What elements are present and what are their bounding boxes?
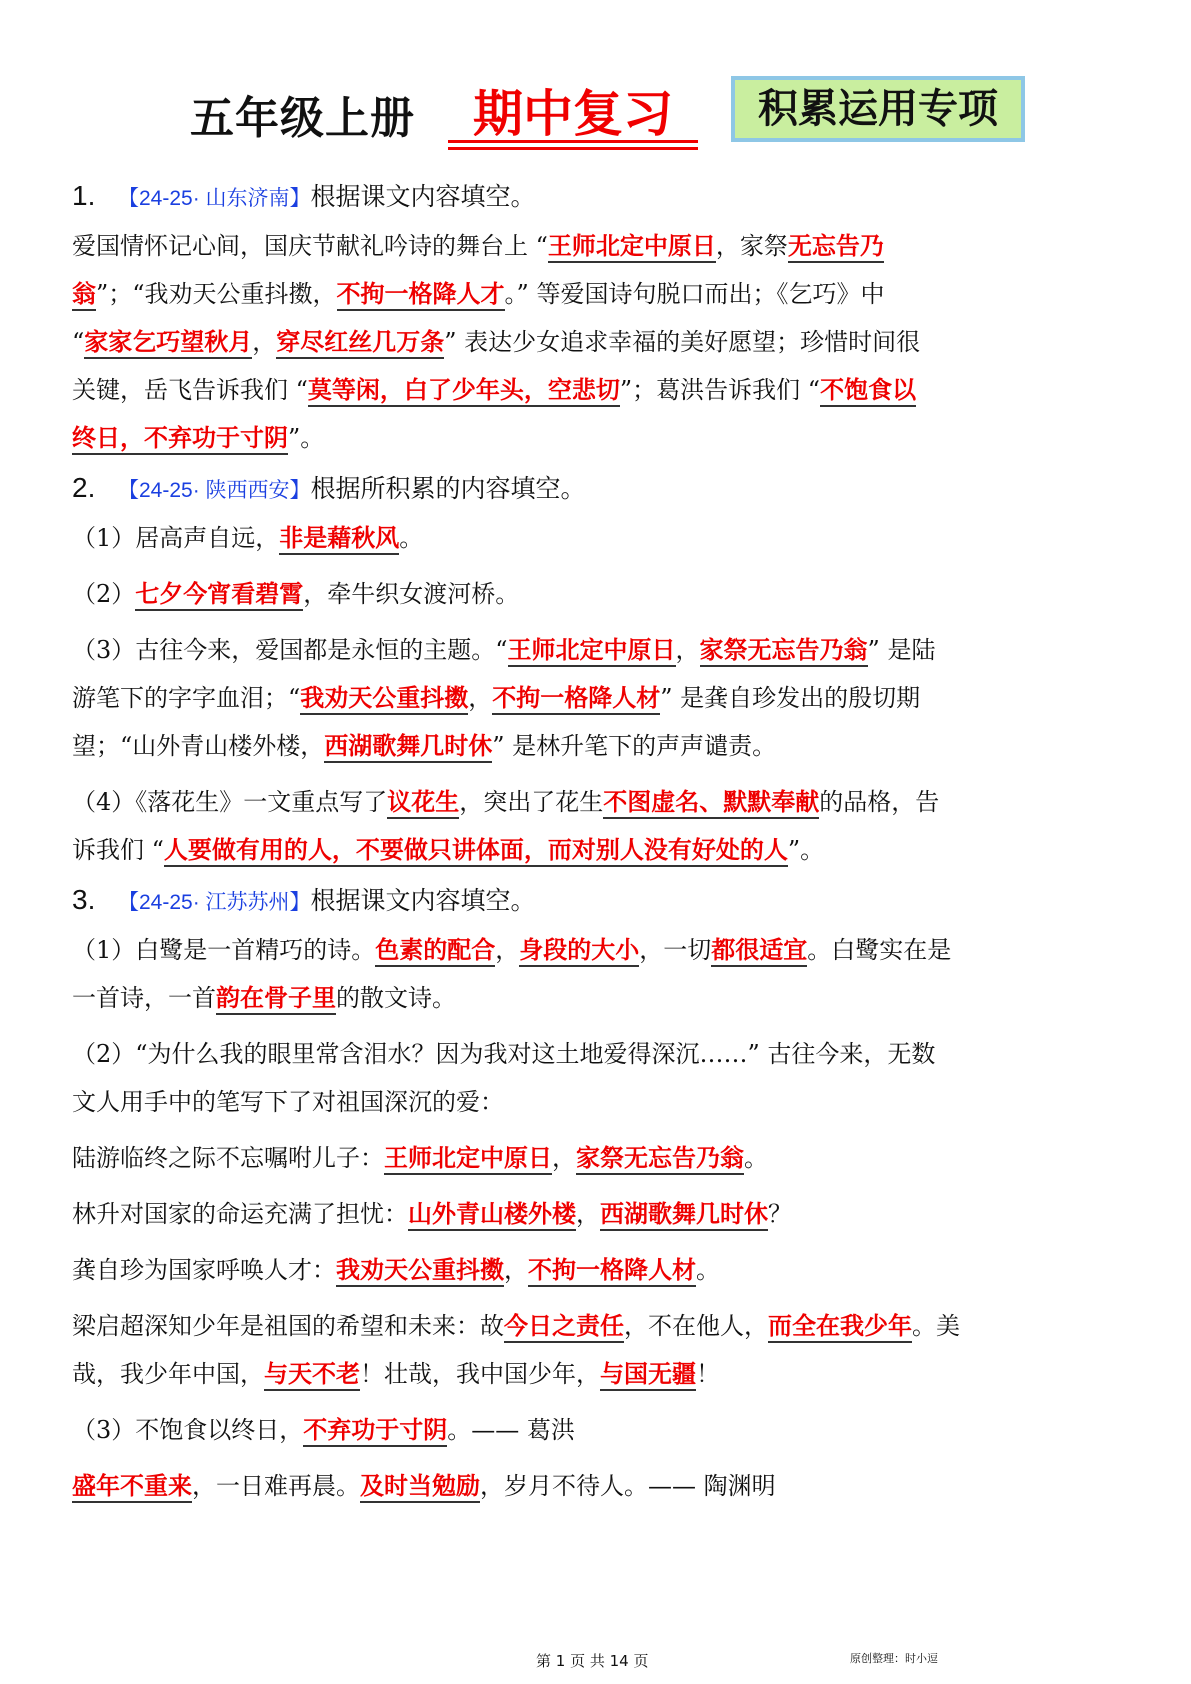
text: ，: [552, 1144, 576, 1172]
text-line: [72, 626, 1122, 674]
text-line: [72, 270, 1122, 318]
answer: 身段的大小: [519, 935, 639, 967]
text: 望；“山外青山楼外楼，: [72, 732, 325, 760]
text: ” 是陆: [867, 636, 936, 664]
text: 林升对国家的命运充满了担忧：: [72, 1200, 408, 1228]
text: ，: [576, 1200, 600, 1228]
text: ，: [252, 328, 277, 356]
question-3-heading: [72, 882, 1122, 918]
text-line: [72, 926, 1122, 974]
text-line: [72, 674, 1122, 722]
text: ，: [495, 936, 520, 964]
question-prompt: 根据课文内容填空。: [310, 887, 536, 915]
text: 。美: [912, 1312, 960, 1340]
text: 的散文诗。: [336, 984, 456, 1012]
answer: 及时当勉励: [360, 1471, 480, 1503]
answer: 今日之责任: [504, 1311, 624, 1343]
answer: 家祭无忘告乃翁: [576, 1143, 744, 1175]
text: ，牵牛织女渡河桥。: [303, 580, 520, 608]
topic-badge: 积累运用专项: [731, 76, 1025, 142]
text-line: [72, 1462, 1122, 1510]
text-line: [72, 222, 1122, 270]
question-number: 3.: [72, 884, 96, 915]
text-line: [72, 1302, 1122, 1350]
text-line: [72, 1406, 1122, 1454]
text: ，: [675, 636, 700, 664]
text: 游笔下的字字血泪；“: [72, 684, 301, 712]
text: 。” 等爱国诗句脱口而出；《乞巧》中: [504, 280, 885, 308]
answer: 与天不老: [264, 1359, 360, 1391]
answer: 议花生: [387, 787, 459, 819]
text: 爱国情怀记心间，国庆节献礼吟诗的舞台上 “: [72, 232, 548, 260]
text-line: [72, 1350, 1122, 1398]
text: ”；葛洪告诉我们 “: [619, 376, 821, 404]
sub-question-3: [72, 1406, 1122, 1510]
question-prompt: 根据课文内容填空。: [310, 183, 536, 211]
text: ” 是林升笔下的声声谴责。: [492, 732, 777, 760]
text-line: 文人用手中的笔写下了对祖国深沉的爱：: [72, 1088, 504, 1116]
answer: 家祭无忘告乃翁: [700, 635, 868, 667]
text: ”。: [288, 424, 325, 452]
text: ，不在他人，: [624, 1312, 768, 1340]
text: ”。: [787, 836, 825, 864]
text: （3）不饱食以终日，: [72, 1416, 304, 1444]
answer: 莫等闲，白了少年头，空悲切: [308, 375, 620, 407]
sub-question-2: [72, 1030, 1122, 1398]
answer: 不拘一格降人材: [492, 683, 660, 715]
question-2-body: [72, 514, 1122, 874]
page-header: [0, 68, 1191, 158]
answer: 不图虚名、默默奉献: [603, 787, 819, 819]
answer: 与国无疆: [600, 1359, 696, 1391]
answer: 无忘告乃: [788, 231, 884, 263]
text: （1）白鹭是一首精巧的诗。: [72, 936, 376, 964]
source-tag: 【24-25· 山东济南】: [118, 187, 311, 210]
text-line: [72, 366, 1122, 414]
author-credit: 原创整理：时小逗: [850, 1652, 938, 1665]
text: ”；“我劝天公重抖擞，: [96, 280, 337, 308]
text-line: [72, 414, 1122, 462]
answer: 色素的配合: [375, 935, 495, 967]
sub-question-3: [72, 626, 1122, 770]
text: ” 表达少女追求幸福的美好愿望；珍惜时间很: [444, 328, 921, 356]
text: ” 是龚自珍发出的殷切期: [660, 684, 921, 712]
text: （3）古往今来，爱国都是永恒的主题。“: [72, 636, 508, 664]
answer: 我劝天公重抖擞: [300, 683, 468, 715]
text: ，家祭: [715, 232, 788, 260]
page-number: 第 1 页 共 14 页: [536, 1652, 649, 1670]
text-line: [72, 318, 1122, 366]
text: 龚自珍为国家呼唤人才：: [72, 1256, 336, 1284]
text: 。: [744, 1144, 768, 1172]
answer: 翁: [72, 279, 96, 311]
answer: 不饱食以: [820, 375, 916, 407]
sub-question-1: [72, 514, 1122, 562]
text: 。: [696, 1256, 720, 1284]
answer: 终日，不弃功于寸阴: [72, 423, 288, 455]
text: ，: [468, 684, 493, 712]
text: （1）居高声自远，: [72, 524, 280, 552]
text-line: [72, 778, 1122, 826]
text: ？: [768, 1200, 792, 1228]
midterm-title: 期中复习: [473, 85, 673, 143]
answer: 山外青山楼外楼: [408, 1199, 576, 1231]
text: ，: [504, 1256, 528, 1284]
question-3-body: [72, 926, 1122, 1510]
answer: 而全在我少年: [768, 1311, 912, 1343]
source-tag: 【24-25· 陕西西安】: [118, 479, 311, 502]
text: 陆游临终之际不忘嘱咐儿子：: [72, 1144, 384, 1172]
text-line: [72, 722, 1122, 770]
text: 哉，我少年中国，: [72, 1360, 264, 1388]
text: 诉我们 “: [72, 836, 164, 864]
question-1-body: [72, 222, 1122, 462]
text-line: （2）“为什么我的眼里常含泪水？因为我对这土地爱得深沉……” 古往今来，无数: [72, 1040, 936, 1068]
answer: 七夕今宵看碧霄: [135, 579, 303, 611]
text: ！壮哉，我中国少年，: [360, 1360, 600, 1388]
question-prompt: 根据所积累的内容填空。: [310, 475, 586, 503]
sub-question-1: [72, 926, 1122, 1022]
text: 关键，岳飞告诉我们 “: [72, 376, 308, 404]
answer: 家家乞巧望秋月: [84, 327, 252, 359]
answer: 不拘一格降人材: [528, 1255, 696, 1287]
question-number: 2.: [72, 472, 96, 503]
answer: 王师北定中原日: [508, 635, 676, 667]
answer: 韵在骨子里: [216, 983, 336, 1015]
answer: 不弃功于寸阴: [303, 1415, 447, 1447]
text: ，岁月不待人。—— 陶渊明: [480, 1472, 776, 1500]
question-2-heading: [72, 470, 1122, 506]
midterm-double-underline: [448, 140, 698, 150]
answer: 王师北定中原日: [384, 1143, 552, 1175]
answer: 我劝天公重抖擞: [336, 1255, 504, 1287]
text: 的品格，告: [819, 788, 940, 816]
text: ，一切: [639, 936, 712, 964]
answer: 不拘一格降人才: [337, 279, 505, 311]
answer: 非是藉秋风: [279, 523, 399, 555]
sub-question-2: [72, 570, 1122, 618]
answer: 西湖歌舞几时休: [600, 1199, 768, 1231]
text-line: [72, 1134, 1122, 1182]
answer: 王师北定中原日: [548, 231, 716, 263]
text-line: [72, 1190, 1122, 1238]
text: ，突出了花生: [459, 788, 604, 816]
text: （4）《落花生》一文重点写了: [72, 788, 388, 816]
answer: 西湖歌舞几时休: [324, 731, 492, 763]
text-line: [72, 826, 1122, 874]
text: ，一日难再晨。: [192, 1472, 360, 1500]
question-1-heading: [72, 178, 1122, 214]
text: 。: [399, 524, 424, 552]
grade-title: 五年级上册: [190, 93, 415, 144]
answer: 人要做有用的人，不要做只讲体面，而对别人没有好处的人: [164, 835, 788, 867]
text-line: [72, 1246, 1122, 1294]
text: ！: [696, 1360, 720, 1388]
worksheet-content: [72, 170, 1122, 1510]
question-number: 1.: [72, 180, 96, 211]
text: 。—— 葛洪: [447, 1416, 575, 1444]
text: （2）: [72, 580, 136, 608]
text: “: [72, 328, 85, 356]
answer: 盛年不重来: [72, 1471, 192, 1503]
answer: 穿尽红丝几万条: [276, 327, 444, 359]
text: 。白鹭实在是: [807, 936, 952, 964]
source-tag: 【24-25· 江苏苏州】: [118, 891, 311, 914]
text: 一首诗，一首: [72, 984, 216, 1012]
text: 梁启超深知少年是祖国的希望和未来：故: [72, 1312, 504, 1340]
answer: 都很适宜: [711, 935, 807, 967]
text-line: [72, 974, 1122, 1022]
sub-question-4: [72, 778, 1122, 874]
